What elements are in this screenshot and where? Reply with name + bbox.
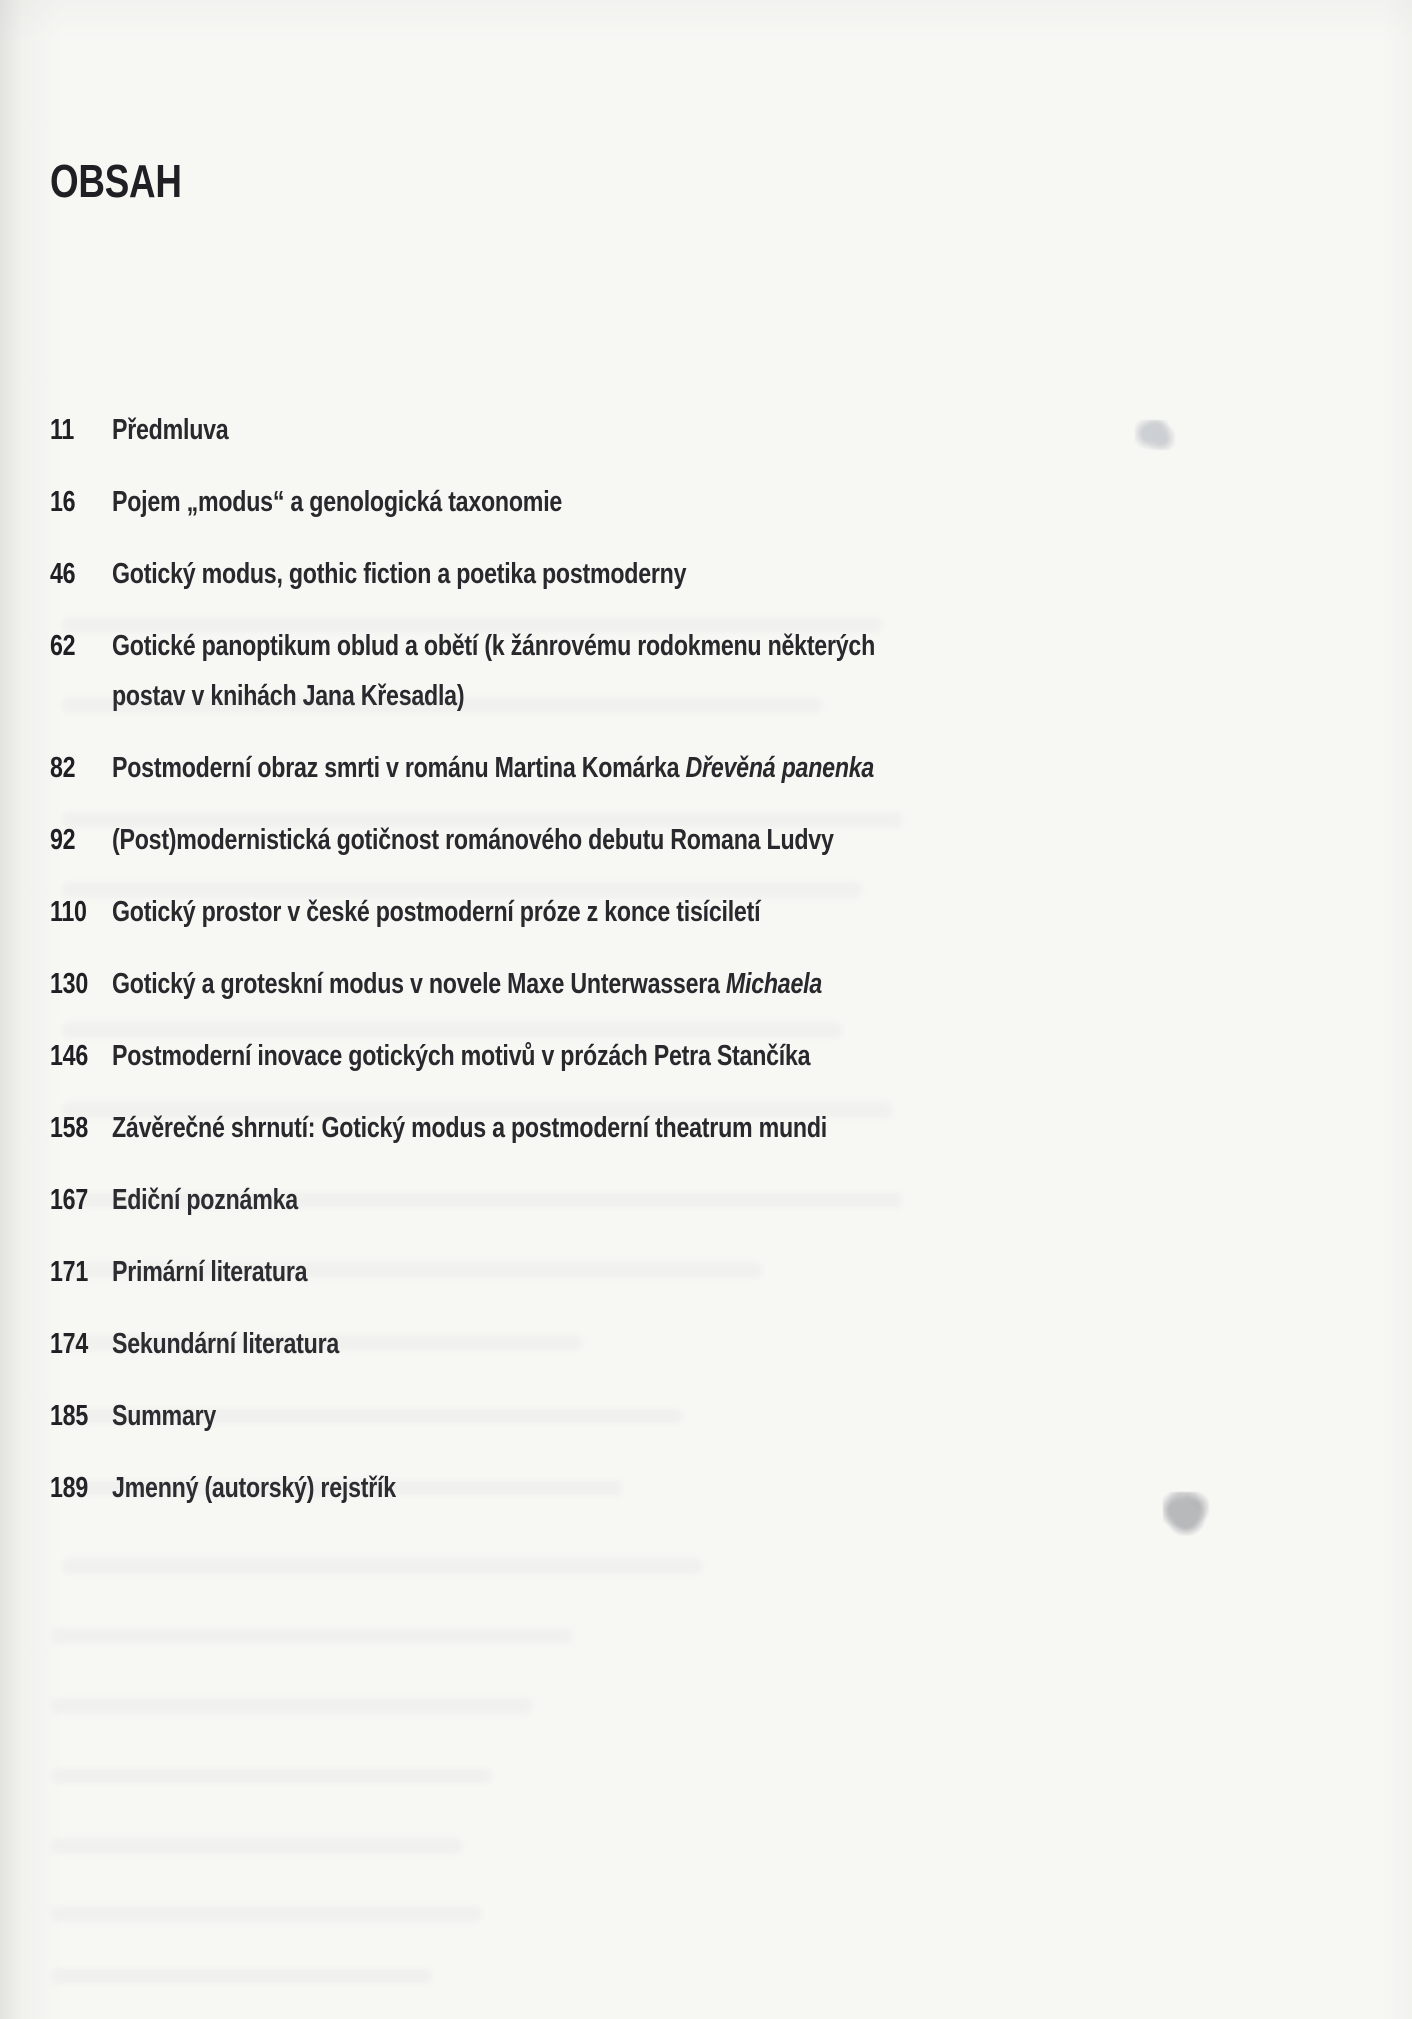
toc-page-number: 189 xyxy=(50,1472,88,1504)
scan-smudge-artifact xyxy=(1135,420,1175,450)
bleed-line xyxy=(52,1906,482,1922)
toc-page-number: 171 xyxy=(50,1256,88,1288)
bleed-line xyxy=(62,1262,762,1278)
toc-entry-text: Závěrečné shrnutí: Gotický modus a postmoderní theatrum mundi xyxy=(112,1112,827,1144)
toc-entry xyxy=(50,405,1290,455)
bleed-line xyxy=(62,697,822,713)
bleed-line xyxy=(62,812,902,828)
toc-entry-text: Ediční poznámka xyxy=(112,1184,298,1216)
toc-entry-text: Postmoderní inovace gotických motivů v prózách Petra Stančíka xyxy=(112,1040,811,1072)
bleed-line xyxy=(52,1768,492,1784)
toc-entry-text: Sekundární literatura xyxy=(112,1328,340,1360)
bleed-line xyxy=(62,882,862,898)
toc-page-number: 185 xyxy=(50,1400,88,1432)
toc-entry-text: (Post)modernistická gotičnost románového debutu Romana Ludvy xyxy=(112,824,834,856)
toc-entry-text: Primární literatura xyxy=(112,1256,308,1288)
bleed-line xyxy=(52,1628,572,1644)
toc-entry-text: Pojem „modus“ a genologická taxonomie xyxy=(112,486,563,518)
toc-page-number: 62 xyxy=(50,630,76,662)
toc-entry-text: Summary xyxy=(112,1400,217,1432)
page-title: OBSAH xyxy=(50,155,182,207)
table-of-contents xyxy=(50,405,1290,1535)
toc-page-number: 92 xyxy=(50,824,76,856)
toc-page-number: 16 xyxy=(50,486,76,518)
bleed-line xyxy=(62,1192,902,1208)
bleed-line xyxy=(62,1480,622,1496)
scan-blot-artifact xyxy=(1163,1492,1209,1536)
bleed-line xyxy=(62,1335,582,1351)
toc-entry-text: Postmoderní obraz smrti v románu Martina Komárka Dřevěná panenka xyxy=(112,752,875,784)
toc-page-number: 11 xyxy=(50,414,75,446)
toc-entry xyxy=(50,743,1290,793)
toc-page-number: 158 xyxy=(50,1112,88,1144)
bleed-line xyxy=(62,1558,702,1574)
bleed-line xyxy=(62,1022,842,1038)
toc-page-number: 146 xyxy=(50,1040,88,1072)
bleed-line xyxy=(52,1838,462,1854)
toc-page-number: 46 xyxy=(50,558,76,590)
bleed-line xyxy=(52,1698,532,1714)
bleed-line xyxy=(62,1102,892,1118)
toc-entry-text: Gotický modus, gothic fiction a poetika postmoderny xyxy=(112,558,687,590)
toc-entry-text: Jmenný (autorský) rejstřík xyxy=(112,1472,396,1504)
toc-page-number: 167 xyxy=(50,1184,88,1216)
toc-page-number: 82 xyxy=(50,752,76,784)
toc-page-number: 174 xyxy=(50,1328,88,1360)
toc-entry-text: Gotický a groteskní modus v novele Maxe Unterwassera Michaela xyxy=(112,968,823,1000)
toc-entry xyxy=(50,959,1290,1009)
toc-entry xyxy=(50,549,1290,599)
bleed-line xyxy=(62,617,882,633)
bleed-line xyxy=(62,1408,682,1424)
toc-page-number: 130 xyxy=(50,968,88,1000)
toc-entry xyxy=(50,477,1290,527)
toc-entry-text: Gotický prostor v české postmoderní próze z konce tisíciletí xyxy=(112,896,761,928)
toc-entry xyxy=(50,1031,1290,1081)
toc-entry-text: Gotické panoptikum oblud a obětí (k žánrovému rodokmenu některých postav v knihách Jana Křesadla) xyxy=(112,630,876,712)
toc-entry-text: Předmluva xyxy=(112,414,229,446)
bleed-line xyxy=(52,1968,432,1984)
toc-page-number: 110 xyxy=(50,896,87,928)
